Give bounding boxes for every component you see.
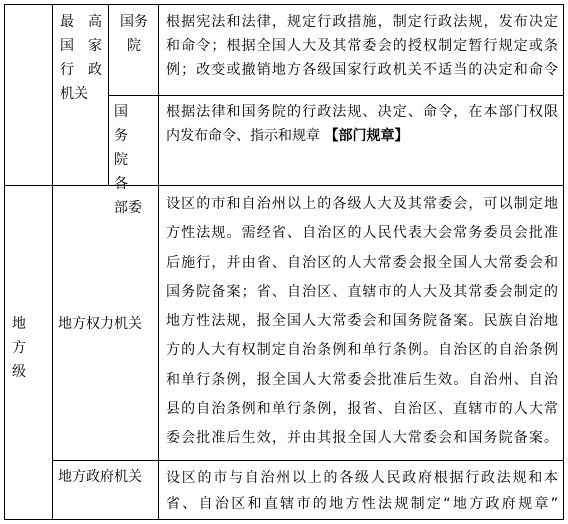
local-authority-desc-line6: 方的人大有权制定自治条例和单行条例。自治区的自治条例: [166, 342, 558, 359]
local-government-desc-line1: 设区的市与自治州以上的各级人民政府根据行政法规和本: [166, 470, 558, 486]
state-council-desc-line2: 和命令；根据全国人大及其常委会的授权制定暂行规定或条: [166, 38, 558, 54]
table-border-bottom: [4, 519, 564, 520]
local-authority-desc-line2: 方性法规。需经省、自治区的人民代表大会常务委员会批准: [166, 225, 558, 242]
desc-column-divider: [158, 4, 159, 520]
local-authority-label: 地方权力机关: [58, 316, 142, 332]
ministries-desc-line2-text: 内发布命令、指示和规章: [166, 128, 320, 144]
local-authority-desc-line7: 和单行条例，报全国人大常委会批准后生效。自治州、自治: [166, 371, 558, 388]
section-divider: [4, 185, 564, 186]
local-authority-desc-line9: 委会批准后生效，并由其报全国人大常委会和国务院备案。: [166, 430, 558, 447]
ministries-label-line2: 院 各: [114, 152, 142, 192]
department-rules-emphasis: 【部门规章】: [324, 128, 409, 144]
local-authority-desc-line3: 后施行，并由省、自治区的人大常委会报全国人大常委会和: [166, 254, 558, 271]
ministries-description: [166, 100, 558, 148]
local-authority-desc-line4: 国务院备案；省、自治区、直辖市的人大及其常委会制定的: [166, 283, 558, 300]
state-council-desc-line3: 例；改变或撤销地方各级国家行政机关不适当的决定和命令: [166, 62, 558, 78]
local-level-label-ch3: 级: [12, 364, 26, 380]
state-council-label-line1: 国务: [120, 14, 148, 30]
local-level-label: [12, 312, 44, 384]
ministries-label: [114, 100, 154, 220]
ministries-desc-line1: 根据法律和国务院的行政法规、决定、命令，在本部门权限: [166, 104, 558, 120]
highest-org-label-line3: 行 政: [60, 62, 102, 78]
central-row-divider: [108, 95, 564, 96]
local-row-divider: [52, 460, 564, 461]
table-border-top: [4, 4, 564, 5]
ministries-label-line1: 国 务: [114, 104, 142, 144]
local-level-label-ch2: 方: [12, 340, 26, 356]
org-column-divider-central: [108, 4, 109, 186]
table-border-right: [563, 4, 564, 520]
local-authority-desc-line1: 设区的市和自治州以上的各级人大及其常委会，可以制定地: [166, 196, 558, 212]
local-government-desc-line2: 省、自治区和直辖市的地方性法规制定“地方政府规章”: [166, 496, 558, 512]
table-border-left: [4, 4, 5, 520]
state-council-desc-line1: 根据宪法和法律，规定行政措施，制定行政法规，发布决定: [166, 14, 558, 30]
local-government-description: [166, 465, 558, 517]
highest-org-label: [60, 10, 102, 106]
local-authority-desc-line8: 县的自治条例和单行条例，报省、自治区、直辖市的人大常: [166, 401, 558, 418]
ministries-label-line3: 部委: [114, 200, 142, 216]
highest-org-label-line1: 最 高: [60, 14, 102, 30]
highest-org-label-line2: 国 家: [60, 38, 102, 54]
state-council-description: [166, 10, 558, 82]
local-authority-desc-line5: 地方性法规，报全国人大常委会和国务院备案。民族自治地: [166, 313, 558, 330]
state-council-label-line2: 院: [127, 38, 141, 54]
local-level-label-ch1: 地: [12, 316, 26, 332]
state-council-label: [114, 10, 154, 58]
highest-org-label-line4: 机关: [60, 86, 88, 102]
local-government-label: 地方政府机关: [58, 469, 142, 485]
local-authority-description: [166, 190, 558, 454]
ministries-desc-line2: [166, 124, 558, 148]
level-column-divider: [52, 4, 53, 520]
